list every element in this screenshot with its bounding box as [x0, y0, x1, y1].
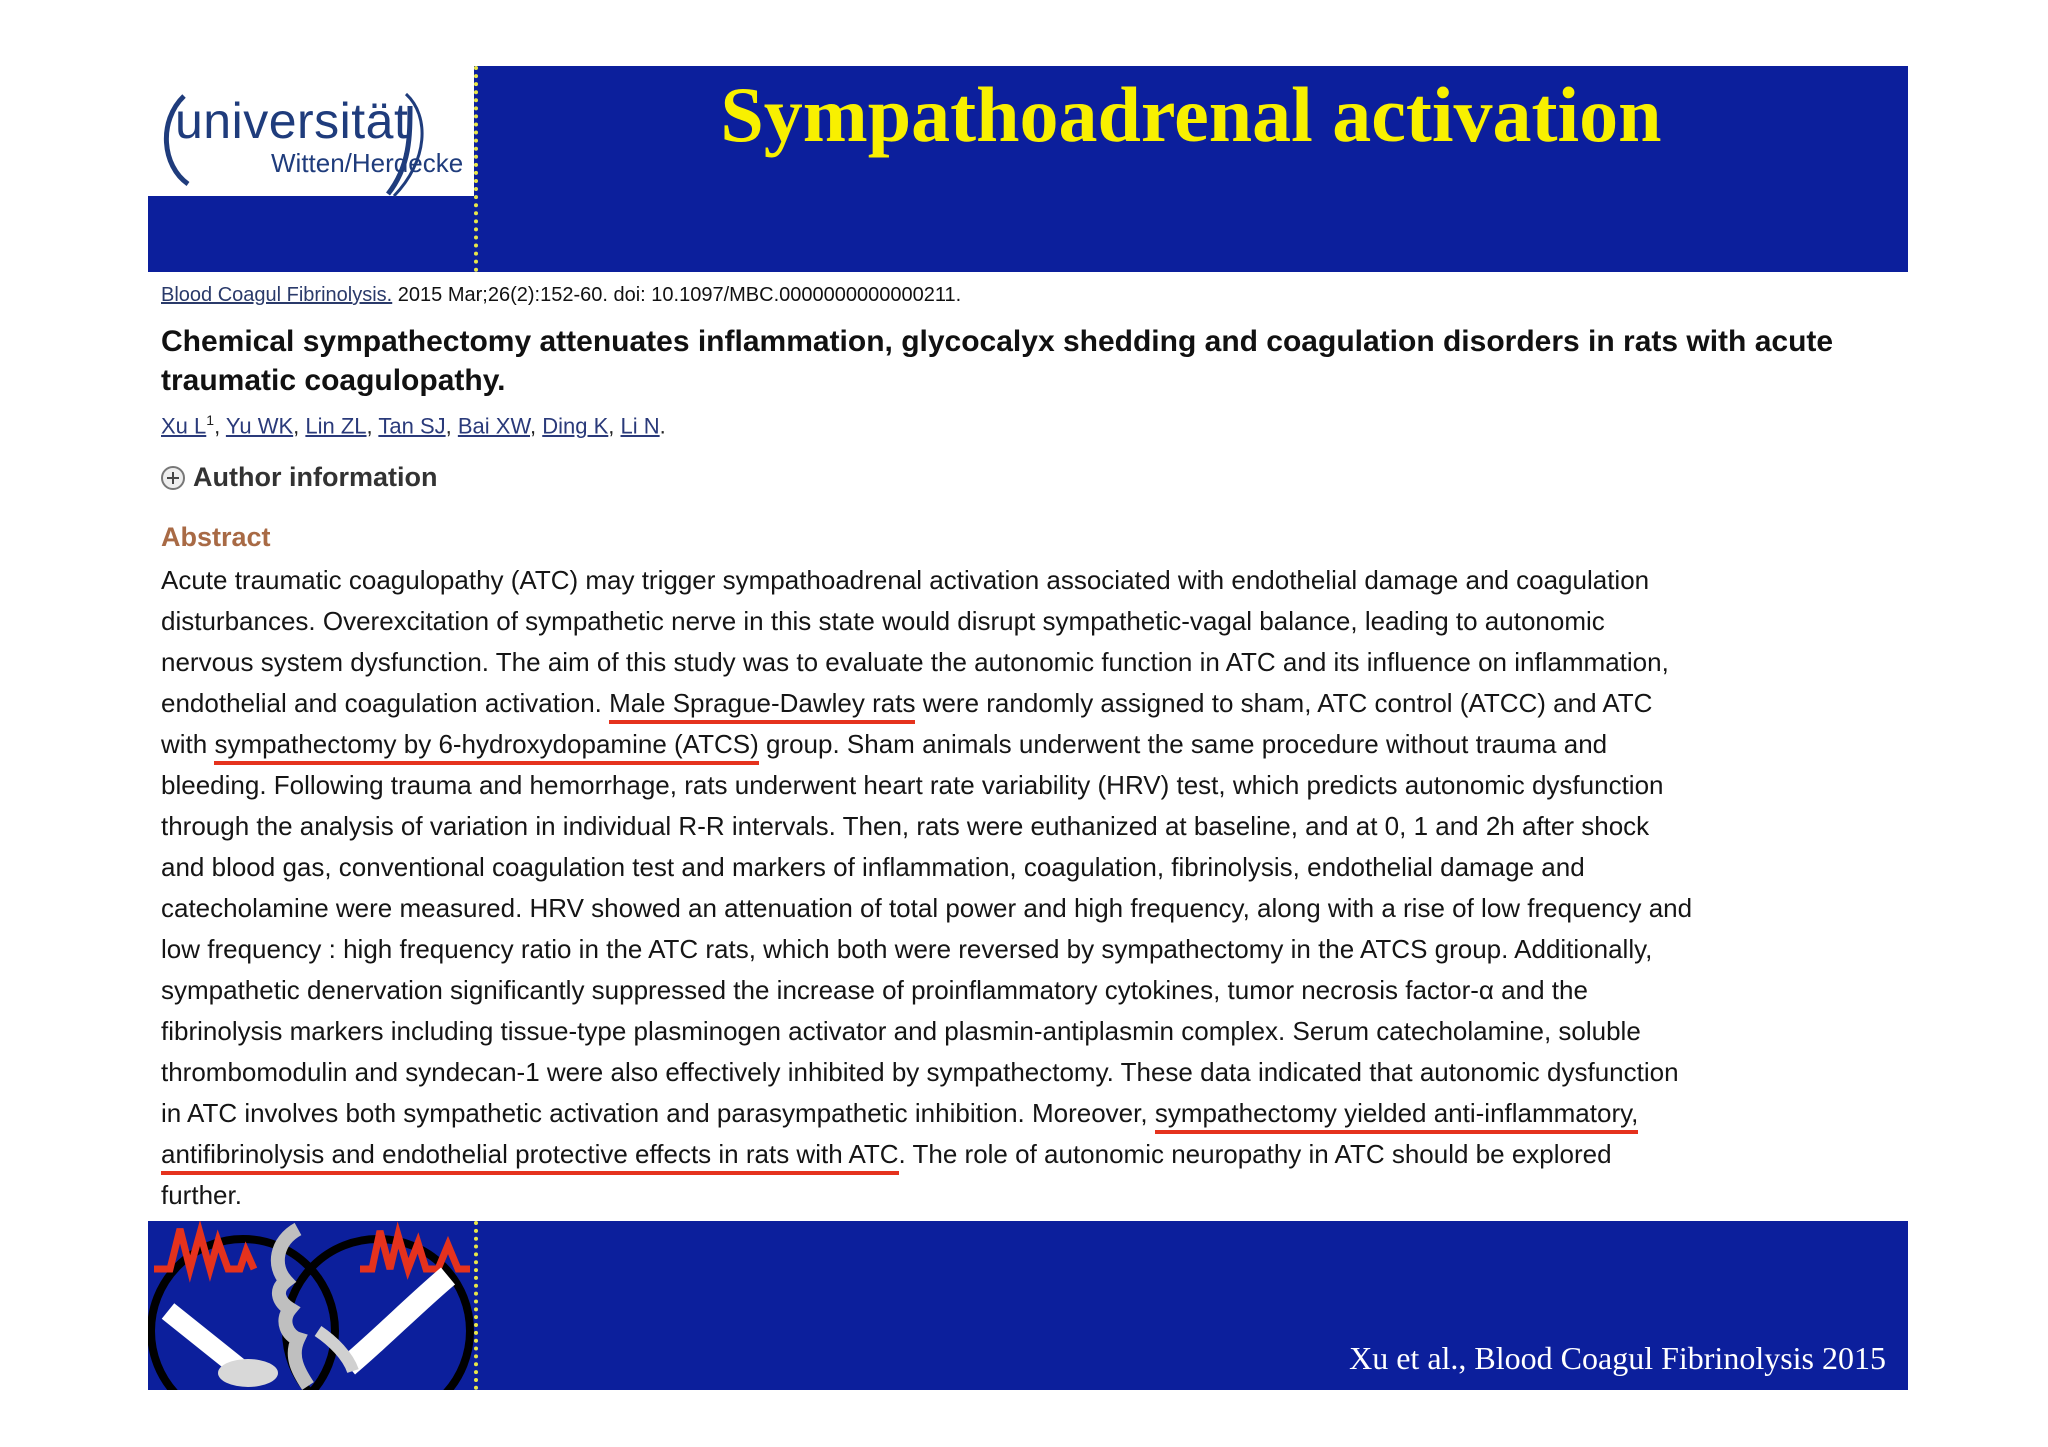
heart-brain-emblem-icon	[148, 1221, 474, 1390]
citation-line	[161, 284, 961, 307]
affiliation-marker: 1	[206, 412, 215, 428]
author-link[interactable]: Xu L	[161, 413, 207, 439]
abstract-text: . The role of autonomic neuropathy in ATC should be explored	[898, 1139, 1612, 1169]
citation-details: 2015 Mar;26(2):152-60. doi: 10.1097/MBC.0000000000000211.	[392, 284, 962, 306]
journal-link[interactable]: Blood Coagul Fibrinolysis.	[161, 284, 393, 306]
abstract-text: group. Sham animals underwent the same procedure without trauma and	[758, 729, 1608, 759]
paper-title: Chemical sympathectomy attenuates inflammation, glycocalyx shedding and coagulation disorders in rats with acute traumatic coagulopathy.	[161, 325, 1834, 397]
abstract-body	[161, 560, 1901, 1216]
abstract-line: sympathetic denervation significantly suppressed the increase of proinflammatory cytokines, tumor necrosis factor-α and the	[161, 975, 1588, 1005]
logo-subtitle: Witten/Herdecke	[271, 148, 464, 178]
footer-citation: Xu et al., Blood Coagul Fibrinolysis 2015	[1349, 1340, 1886, 1376]
abstract-line: Acute traumatic coagulopathy (ATC) may trigger sympathoadrenal activation associated with endothelial damage and coagulation	[161, 565, 1650, 595]
abstract-line: fibrinolysis markers including tissue-type plasminogen activator and plasmin-antiplasmin complex. Serum catecholamine, soluble	[161, 1016, 1641, 1046]
highlight-underline: sympathectomy yielded anti-inflammatory,	[1155, 1098, 1639, 1134]
abstract-text: with	[161, 729, 215, 759]
abstract-line: further.	[161, 1180, 242, 1210]
abstract-line: nervous system dysfunction. The aim of this study was to evaluate the autonomic function in ATC and its influence on inflammation,	[161, 647, 1669, 677]
slide-title: Sympathoadrenal activation	[720, 71, 1662, 158]
abstract-text: endothelial and coagulation activation.	[161, 688, 610, 718]
abstract-text: in ATC involves both sympathetic activation and parasympathetic inhibition. Moreover,	[161, 1098, 1155, 1128]
abstract-text: were randomly assigned to sham, ATC control (ATCC) and ATC	[915, 688, 1653, 718]
logo-wordmark: universität	[175, 93, 409, 149]
abstract-line: bleeding. Following trauma and hemorrhage, rats underwent heart rate variability (HRV) test, which predicts autonomic dysfunction	[161, 770, 1664, 800]
abstract-line	[161, 724, 1901, 765]
author-link[interactable]: Ding K	[542, 413, 609, 439]
author-information-label: Author information	[193, 462, 438, 492]
author-link[interactable]: Yu WK	[225, 413, 294, 439]
abstract-line: catecholamine were measured. HRV showed an attenuation of total power and high frequency, along with a rise of low frequency and	[161, 893, 1693, 923]
author-information-toggle[interactable]	[161, 462, 437, 493]
author-link[interactable]: Lin ZL	[305, 413, 367, 439]
abstract-line: disturbances. Overexcitation of sympathetic nerve in this state would disrupt sympathetic-vagal balance, leading to autonomic	[161, 606, 1605, 636]
abstract-heading: Abstract	[161, 522, 271, 552]
author-list: Xu $L^1$, Yu WK, Lin ZL, Tan SJ, Bai XW, Ding K, Li N.	[161, 412, 666, 439]
expand-plus-icon[interactable]	[161, 466, 185, 490]
footer-dotted-divider	[474, 1221, 478, 1390]
abstract-line: low frequency : high frequency ratio in the ATC rats, which both were reversed by sympathectomy in the ATCS group. Additionally,	[161, 934, 1653, 964]
abstract-line	[161, 683, 1901, 724]
highlight-underline: antifibrinolysis and endothelial protective effects in rats with ATC	[161, 1139, 899, 1175]
author-link[interactable]: Bai XW	[457, 413, 530, 439]
author-link[interactable]: Li N	[620, 413, 660, 439]
abstract-line	[161, 1134, 1901, 1175]
abstract-line: through the analysis of variation in individual R-R intervals. Then, rats were euthanized at baseline, and at 0, 1 and 2h after shock	[161, 811, 1650, 841]
abstract-line	[161, 1093, 1901, 1134]
highlight-underline: sympathectomy by 6-hydroxydopamine (ATCS)	[214, 729, 758, 765]
highlight-underline: Male Sprague-Dawley rats	[609, 688, 915, 724]
abstract-line: thrombomodulin and syndecan-1 were also effectively inhibited by sympathectomy. These data indicated that autonomic dysfunction	[161, 1057, 1679, 1087]
author-link[interactable]: Tan SJ	[378, 413, 446, 439]
abstract-line: and blood gas, conventional coagulation test and markers of inflammation, coagulation, fibrinolysis, endothelial damage and	[161, 852, 1585, 882]
